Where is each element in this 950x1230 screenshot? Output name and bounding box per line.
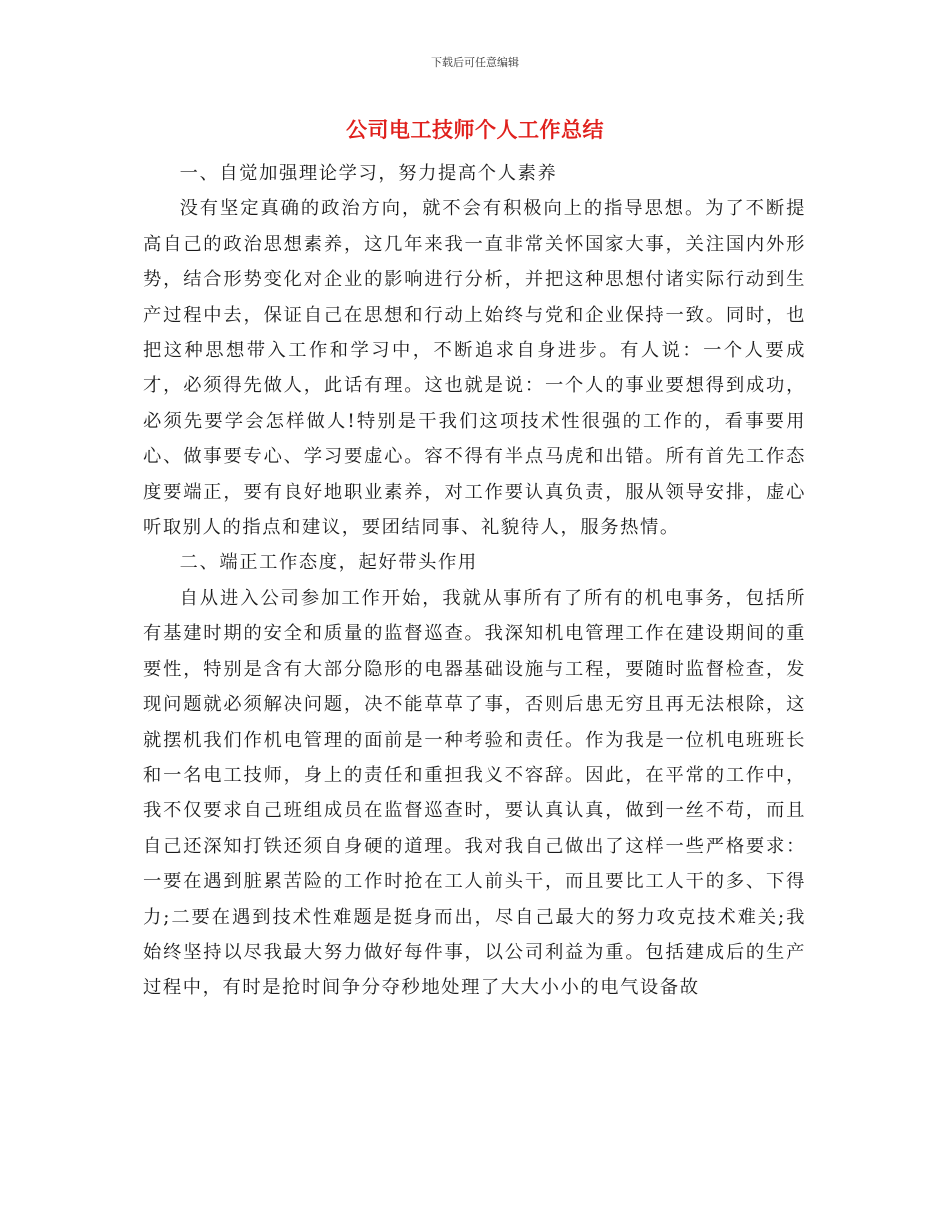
document-body	[143, 156, 806, 1006]
document-title: 公司电工技师个人工作总结	[346, 118, 604, 142]
paragraph-2: 自从进入公司参加工作开始，我就从事所有了所有的机电事务，包括所有基建时期的安全和质量的监督巡查。我深知机电管理工作在建设期间的重要性，特别是含有大部分隐形的电器基础设施与工程，要随时监督检查，发现问题就必须解决问题，决不能草草了事，否则后患无穷且再无法根除，这就摆机我们作机电管理的面前是一种考验和责任。作为我是一位机电班班长和一名电工技师，身上的责任和重担我义不容辞。因此，在平常的工作中，我不仅要求自己班组成员在监督巡查时，要认真认真，做到一丝不苟，而且自己还深知打铁还须自身硬的道理。我对我自己做出了这样一些严格要求：一要在遇到脏累苦险的工作时抢在工人前头干，而且要比工人干的多、下得力;二要在遇到技术性难题是挺身而出，尽自己最大的努力攻克技术难关;我始终坚持以尽我最大努力做好每件事，以公司利益为重。包括建成后的生产过程中，有时是抢时间争分夺秒地处理了大大小小的电气设备故	[143, 587, 806, 999]
section-heading-2: 二、端正工作态度，起好带头作用	[179, 552, 478, 574]
section-heading-1: 一、自觉加强理论学习，努力提高个人素养	[179, 163, 558, 184]
page-header-note: 下载后可任意编辑	[431, 56, 519, 69]
paragraph-1: 没有坚定真确的政治方向，就不会有积极向上的指导思想。为了不断提高自己的政治思想素养，这几年来我一直非常关怀国家大事，关注国内外形势，结合形势变化对企业的影响进行分析，并把这种思想付诸实际行动到生产过程中去，保证自己在思想和行动上始终与党和企业保持一致。同时，也把这种思想带入工作和学习中，不断追求自身进步。有人说：一个人要成才，必须得先做人，此话有理。这也就是说：一个人的事业要想得到成功，必须先要学会怎样做人!特别是干我们这项技术性很强的工作的，看事要用心、做事要专心、学习要虚心。容不得有半点马虎和出错。所有首先工作态度要端正，要有良好地职业素养，对工作要认真负责，服从领导安排，虚心听取别人的指点和建议，要团结同事、礼貌待人，服务热情。	[143, 198, 806, 539]
